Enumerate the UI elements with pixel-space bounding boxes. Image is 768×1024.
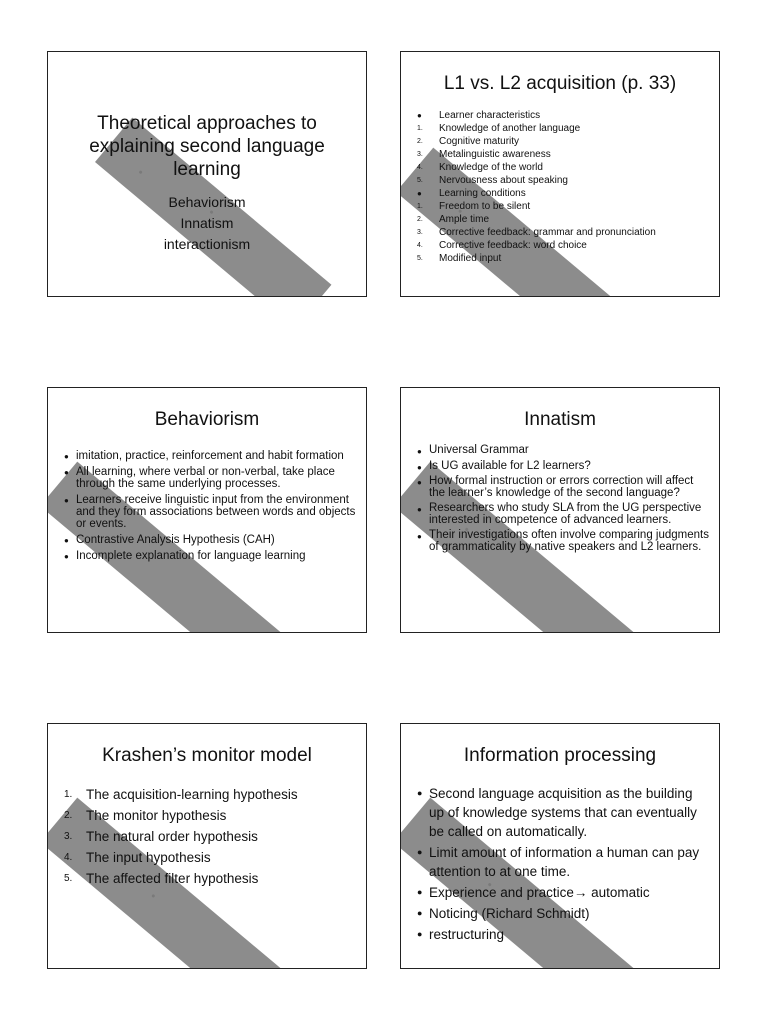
bullet-icon: ● [417,478,422,487]
slide-6 [400,723,720,969]
list-item: ● Contrastive Analysis Hypothesis (CAH) [64,534,275,546]
number-marker: 4. [64,852,73,863]
list-item: ● Second language acquisition as the building up of knowledge systems that can eventually be called on automatically. [417,786,697,839]
list-item: ● Incomplete explanation for language learning [64,550,306,562]
list-item: 3. Corrective feedback: grammar and pronunciation [417,227,656,238]
list-item: ● Learner characteristics [417,110,541,121]
number-marker: 2. [64,810,73,821]
bullet-icon: ● [64,468,69,477]
number-marker: 3. [64,831,73,842]
subtitle-innatism: Innatism [180,215,234,231]
bullet-icon: ● [64,552,69,561]
list-item: ● Their investigations often involve comparing judgments of grammaticality by native speakers and L2 learners. [417,529,709,553]
bullet-marker: ● [417,189,422,198]
information-processing-list [417,784,709,946]
list-item: ● How formal instruction or errors correction will affect the learner’s knowledge of the second language? [417,475,694,499]
list-item: ● Limit amount of information a human can pay attention to at one time. [417,845,700,879]
list-item: 5. Modified input [417,253,502,264]
subtitle-behaviorism: Behaviorism [168,194,246,210]
list-item: 2. Cognitive maturity [417,136,520,147]
bullet-marker: ● [417,111,422,120]
list-item: ● Experience and practice→ automatic [417,885,650,900]
bullet-icon: ● [417,462,422,472]
bullet-icon: ● [64,452,69,461]
list-item: ● All learning, where verbal or non-verbal, take place through the same underlying processes. [64,466,335,490]
list-item: ● Learning conditions [417,188,526,199]
bullet-icon: ● [417,447,422,456]
list-item: 2. The monitor hypothesis [64,805,356,826]
number-marker: 4. [417,164,423,171]
bullet-icon: ● [417,908,423,918]
slide-5 [47,723,367,969]
list-item: ● imitation, practice, reinforcement and habit formation [64,450,344,462]
slide-title: L1 vs. L2 acquisition (p. 33) [443,73,677,94]
slide-title: Theoretical approaches to explaining second language learning [89,113,325,180]
number-marker: 1. [417,203,423,210]
bullet-icon: ● [417,929,423,939]
number-marker: 4. [417,242,423,249]
number-marker: 1. [64,789,73,800]
list-item: 1. Freedom to be silent [417,201,531,212]
characteristics-list [417,109,713,265]
list-item: 1. The acquisition-learning hypothesis [64,784,356,805]
list-item: ● Noticing (Richard Schmidt) [417,906,590,921]
bullet-icon: ● [417,887,423,897]
list-item: ● Is UG available for L2 learners? [417,459,591,472]
monitor-model-list [64,784,356,889]
innatism-list [417,445,709,557]
slide-title: Behaviorism [154,409,260,430]
list-item: 4. Knowledge of the world [417,162,543,173]
slide-title: Krashen’s monitor model [102,745,312,766]
bullet-icon: ● [64,536,69,545]
list-item: 4. Corrective feedback: word choice [417,240,587,251]
list-item: 1. Knowledge of another language [417,123,581,134]
bullet-icon: ● [64,496,69,505]
bullet-icon: ● [417,847,423,857]
list-item: 4. The input hypothesis [64,847,356,868]
number-marker: 3. [417,151,423,158]
list-item: 3. The natural order hypothesis [64,826,356,847]
number-marker: 5. [417,177,423,184]
list-item: ● Learners receive linguistic input from the environment and they form associations between words and objects or events. [64,494,356,530]
number-marker: 5. [64,873,73,884]
list-item: ● restructuring [417,927,505,942]
number-marker: 5. [417,255,423,262]
list-item: 5. Nervousness about speaking [417,175,568,186]
slide-title: Information processing [463,745,657,766]
list-item: ● Universal Grammar [417,444,529,456]
number-marker: 3. [417,229,423,236]
list-item: ● Researchers who study SLA from the UG perspective interested in competence of advanced learners. [417,502,702,526]
slide-title: Innatism [524,409,596,430]
bullet-icon: ● [417,505,422,514]
bullet-icon: ● [417,788,423,798]
behaviorism-list [64,450,356,566]
number-marker: 2. [417,138,423,145]
subtitle-interactionism: interactionism [163,236,251,252]
number-marker: 2. [417,216,423,223]
list-item: 3. Metalinguistic awareness [417,149,551,160]
slide-1 [47,51,367,297]
slide-2 [400,51,720,297]
slide-4 [400,387,720,633]
list-item: 2. Ample time [417,214,490,225]
slide-3 [47,387,367,633]
bullet-icon: ● [417,532,422,541]
number-marker: 1. [417,125,423,132]
subtitle-list [48,192,366,255]
list-item: 5. The affected filter hypothesis [64,868,356,889]
